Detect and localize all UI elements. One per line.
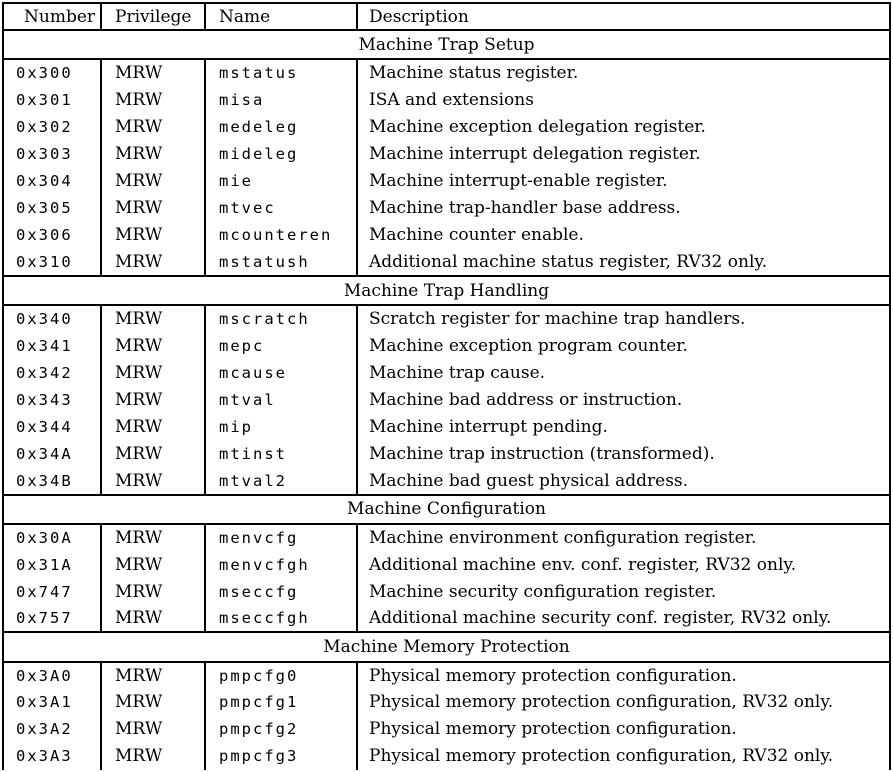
csr-row (3, 86, 890, 113)
csr-privilege-cell: MRW (101, 662, 205, 689)
csr-description-cell: Machine bad guest physical address. (357, 468, 890, 495)
csr-description-cell: Machine interrupt delegation register. (357, 140, 890, 167)
section-title: Machine Memory Protection (3, 632, 890, 661)
csr-description-cell: Additional machine security conf. register, RV32 only. (357, 605, 890, 632)
csr-description-cell: Physical memory protection configuration. (357, 662, 890, 689)
csr-name-cell: mseccfgh (205, 605, 357, 632)
csr-number-cell: 0x30A (3, 524, 101, 551)
csr-number-cell: 0x34B (3, 468, 101, 495)
csr-number-cell: 0x747 (3, 578, 101, 605)
csr-number-cell: 0x34A (3, 441, 101, 468)
csr-number-cell: 0x340 (3, 305, 101, 332)
csr-name-cell: mcounteren (205, 222, 357, 249)
csr-number-cell: 0x305 (3, 195, 101, 222)
csr-description-cell: Additional machine env. conf. register, RV32 only. (357, 551, 890, 578)
csr-description-cell: Machine trap instruction (transformed). (357, 441, 890, 468)
csr-name-cell: mseccfg (205, 578, 357, 605)
csr-number-cell: 0x303 (3, 140, 101, 167)
table-header (3, 3, 890, 30)
csr-description-cell: Scratch register for machine trap handlers. (357, 305, 890, 332)
csr-table (2, 2, 891, 770)
csr-privilege-cell: MRW (101, 716, 205, 743)
csr-number-cell: 0x301 (3, 86, 101, 113)
table-body (3, 30, 890, 770)
csr-name-cell: menvcfgh (205, 551, 357, 578)
csr-number-cell: 0x344 (3, 414, 101, 441)
section-header-row (3, 276, 890, 305)
csr-privilege-cell: MRW (101, 578, 205, 605)
table-header-row (3, 3, 890, 30)
csr-description-cell: Machine interrupt-enable register. (357, 168, 890, 195)
csr-privilege-cell: MRW (101, 168, 205, 195)
csr-privilege-cell: MRW (101, 689, 205, 716)
csr-name-cell: misa (205, 86, 357, 113)
csr-name-cell: mepc (205, 332, 357, 359)
csr-privilege-cell: MRW (101, 359, 205, 386)
csr-name-cell: mstatush (205, 249, 357, 276)
csr-privilege-cell: MRW (101, 414, 205, 441)
csr-number-cell: 0x342 (3, 359, 101, 386)
csr-name-cell: pmpcfg2 (205, 716, 357, 743)
section-header-row (3, 632, 890, 661)
section-header-row (3, 495, 890, 524)
csr-privilege-cell: MRW (101, 332, 205, 359)
csr-privilege-cell: MRW (101, 441, 205, 468)
csr-number-cell: 0x3A1 (3, 689, 101, 716)
csr-privilege-cell: MRW (101, 605, 205, 632)
csr-name-cell: mscratch (205, 305, 357, 332)
csr-description-cell: Machine interrupt pending. (357, 414, 890, 441)
csr-privilege-cell: MRW (101, 59, 205, 86)
csr-row (3, 716, 890, 743)
csr-description-cell: Machine trap cause. (357, 359, 890, 386)
csr-row (3, 441, 890, 468)
csr-row (3, 195, 890, 222)
csr-privilege-cell: MRW (101, 195, 205, 222)
csr-privilege-cell: MRW (101, 743, 205, 770)
csr-privilege-cell: MRW (101, 140, 205, 167)
csr-description-cell: Machine status register. (357, 59, 890, 86)
csr-name-cell: mcause (205, 359, 357, 386)
col-header-description: Description (357, 3, 890, 30)
csr-number-cell: 0x304 (3, 168, 101, 195)
section-title: Machine Trap Handling (3, 276, 890, 305)
csr-name-cell: pmpcfg3 (205, 743, 357, 770)
csr-name-cell: mtvec (205, 195, 357, 222)
csr-row (3, 359, 890, 386)
csr-number-cell: 0x31A (3, 551, 101, 578)
csr-name-cell: mideleg (205, 140, 357, 167)
csr-privilege-cell: MRW (101, 249, 205, 276)
col-header-privilege: Privilege (101, 3, 205, 30)
csr-number-cell: 0x757 (3, 605, 101, 632)
section-title: Machine Configuration (3, 495, 890, 524)
csr-description-cell: ISA and extensions (357, 86, 890, 113)
csr-row (3, 578, 890, 605)
csr-number-cell: 0x343 (3, 386, 101, 413)
csr-name-cell: mtval (205, 386, 357, 413)
csr-privilege-cell: MRW (101, 86, 205, 113)
csr-name-cell: mstatus (205, 59, 357, 86)
csr-number-cell: 0x300 (3, 59, 101, 86)
csr-row (3, 249, 890, 276)
csr-description-cell: Machine environment configuration register. (357, 524, 890, 551)
csr-number-cell: 0x302 (3, 113, 101, 140)
col-header-number: Number (3, 3, 101, 30)
csr-privilege-cell: MRW (101, 386, 205, 413)
csr-privilege-cell: MRW (101, 305, 205, 332)
csr-row (3, 386, 890, 413)
csr-row (3, 414, 890, 441)
csr-description-cell: Machine exception delegation register. (357, 113, 890, 140)
csr-row (3, 332, 890, 359)
csr-row (3, 222, 890, 249)
csr-name-cell: pmpcfg1 (205, 689, 357, 716)
csr-number-cell: 0x310 (3, 249, 101, 276)
csr-number-cell: 0x3A2 (3, 716, 101, 743)
csr-description-cell: Physical memory protection configuration, RV32 only. (357, 743, 890, 770)
csr-description-cell: Physical memory protection configuration. (357, 716, 890, 743)
csr-privilege-cell: MRW (101, 524, 205, 551)
csr-name-cell: mtinst (205, 441, 357, 468)
col-header-name: Name (205, 3, 357, 30)
csr-row (3, 305, 890, 332)
csr-description-cell: Machine security configuration register. (357, 578, 890, 605)
csr-name-cell: menvcfg (205, 524, 357, 551)
page (0, 2, 893, 772)
csr-number-cell: 0x3A0 (3, 662, 101, 689)
csr-row (3, 140, 890, 167)
csr-description-cell: Additional machine status register, RV32 only. (357, 249, 890, 276)
csr-name-cell: mtval2 (205, 468, 357, 495)
csr-row (3, 468, 890, 495)
csr-privilege-cell: MRW (101, 222, 205, 249)
csr-number-cell: 0x341 (3, 332, 101, 359)
section-header-row (3, 30, 890, 59)
csr-name-cell: mie (205, 168, 357, 195)
csr-row (3, 113, 890, 140)
csr-description-cell: Machine exception program counter. (357, 332, 890, 359)
csr-description-cell: Machine bad address or instruction. (357, 386, 890, 413)
csr-row (3, 743, 890, 770)
csr-name-cell: pmpcfg0 (205, 662, 357, 689)
csr-privilege-cell: MRW (101, 468, 205, 495)
section-title: Machine Trap Setup (3, 30, 890, 59)
csr-name-cell: medeleg (205, 113, 357, 140)
csr-description-cell: Machine counter enable. (357, 222, 890, 249)
csr-description-cell: Machine trap-handler base address. (357, 195, 890, 222)
csr-row (3, 605, 890, 632)
csr-row (3, 524, 890, 551)
csr-privilege-cell: MRW (101, 551, 205, 578)
csr-privilege-cell: MRW (101, 113, 205, 140)
csr-number-cell: 0x3A3 (3, 743, 101, 770)
csr-row (3, 551, 890, 578)
csr-name-cell: mip (205, 414, 357, 441)
csr-description-cell: Physical memory protection configuration, RV32 only. (357, 689, 890, 716)
csr-row (3, 59, 890, 86)
csr-row (3, 662, 890, 689)
csr-row (3, 689, 890, 716)
csr-number-cell: 0x306 (3, 222, 101, 249)
csr-row (3, 168, 890, 195)
